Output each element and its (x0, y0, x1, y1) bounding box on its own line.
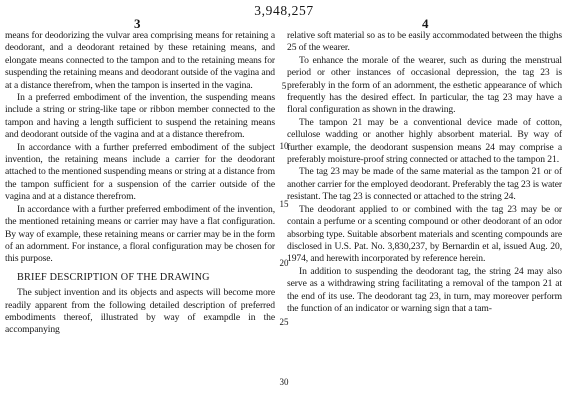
right-paragraph-4: The tag 23 may be made of the same material as the tampon 21 or of another carrier for the employed deodorant. Preferably the tag 23 is water resistant. The tag 23 is connected or attached to the string 24. (287, 166, 562, 203)
left-paragraph-2: In a preferred embodiment of the invention, the suspending means include a string or string-like tape or ribbon member connected to the tampon and having a length sufficient to suspend the retaining means and deodorant outside of the vagina and at a distance therefrom. (5, 92, 275, 141)
patent-number: 3,948,257 (254, 3, 314, 18)
right-paragraph-5: The deodorant applied to or combined with the tag 23 may be or contain a perfume or a scenting compound or other deodorant of an odor absorbing type. Suitable absorbent materials and scenting compounds are disclosed in U.S. Pat. No. 3,830,237, by Bernardin et al, issued Aug. 20, 1974, and herewith incorporated by reference herein. (287, 203, 562, 265)
left-paragraph-5: The subject invention and its objects and aspects will become more readily apparent from the following detailed description of preferred embodiments thereof, illustrated by way of exampdle in the accompanying (5, 287, 275, 336)
right-paragraph-2: To enhance the morale of the wearer, such as during the menstrual period or other instances of occasional depression, the tag 23 is preferably in the form of an adornment, the esthetic appearance of which frequently has the desired effect. In particular, the tag 23 may have a floral configuration as shown in the drawing. (287, 54, 562, 116)
line-number-10: 10 (279, 141, 289, 151)
line-number-5: 5 (281, 81, 287, 91)
line-number-30: 30 (279, 377, 289, 387)
section-heading: BRIEF DESCRIPTION OF THE DRAWING (17, 271, 210, 283)
left-column (5, 30, 275, 337)
line-number-20: 20 (279, 258, 289, 268)
line-number-15: 15 (279, 199, 289, 209)
right-column (287, 30, 562, 315)
column-number-left: 3 (134, 16, 141, 31)
left-paragraph-4: In accordance with a further preferred embodiment of the invention, the mentioned retaining means or carrier may have a flat configuration. By way of example, these retaining means or carrier may be in the form of an adornment. For instance, a floral configuration may be chosen for this purpose. (5, 203, 275, 265)
right-paragraph-1: relative soft material so as to be easily accommodated between the thighs 25 of the wearer. (287, 30, 562, 54)
left-paragraph-3: In accordance with a further preferred embodiment of the subject invention, the retaining means include a carrier for the deodorant attached to the mentioned suspending means or string at a distance from the tampon sufficient for a suspension of the carrier outside of the vagina and at a distance therefrom. (5, 141, 275, 203)
left-paragraph-1: means for deodorizing the vulvar area comprising means for retaining a deodorant, and a deodorant retained by these retaining means, and elongate means connected to the tampon and to the retaining means for suspending the retaining means and deodorant outside of the vagina and at a distance therefrom, when the tampon is inserted in the vagina. (5, 30, 275, 91)
right-paragraph-3: The tampon 21 may be a conventional device made of cotton, cellulose wadding or another highly absorbent material. By way of further example, the deodorant suspension means 24 may comprise a preferably moisture-proof string connected or attached to the tampon 21. (287, 116, 562, 166)
line-number-25: 25 (279, 317, 289, 327)
right-paragraph-6: In addition to suspending the deodorant tag, the string 24 may also serve as a withdrawing string facilitating a removal of the tampon 21 at the end of its use. The deodorant tag 23, in turn, may moreover perform the function of an indicator or warning sign that a tam- (287, 265, 562, 314)
column-number-right: 4 (422, 16, 429, 31)
